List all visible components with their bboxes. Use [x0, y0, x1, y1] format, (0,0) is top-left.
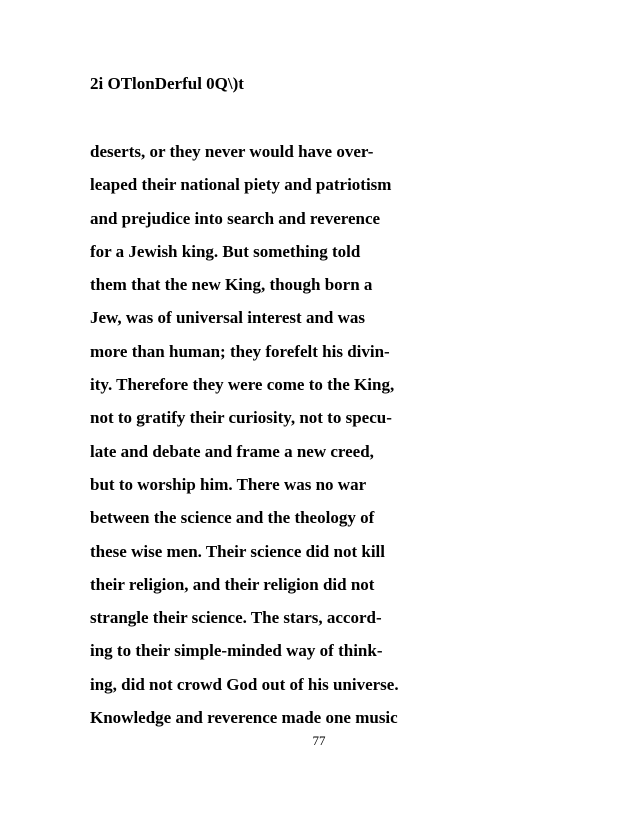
text-line: not to gratify their curiosity, not to specu- — [90, 408, 392, 428]
page-number: 77 — [312, 733, 326, 748]
text-line: for a Jewish king. But something told — [90, 241, 361, 261]
running-head: 2i OTlonDerful 0Q\)t — [90, 74, 244, 93]
text-line: their religion, and their religion did not — [90, 574, 375, 594]
text-line: leaped their national piety and patriotism — [90, 175, 392, 195]
text-line: between the science and the theology of — [90, 508, 375, 528]
text-line: more than human; they forefelt his divin- — [90, 341, 390, 361]
body-text — [90, 142, 530, 741]
text-line: ing, did not crowd God out of his universe. — [90, 674, 399, 694]
text-line: and prejudice into search and reverence — [90, 208, 381, 228]
text-line: them that the new King, though born a — [90, 275, 373, 295]
text-line: strangle their science. The stars, accord- — [90, 608, 382, 628]
text-line: late and debate and frame a new creed, — [90, 441, 374, 461]
text-line: but to worship him. There was no war — [90, 474, 367, 494]
text-line: ity. Therefore they were come to the King, — [90, 375, 395, 395]
text-line: Knowledge and reverence made one music — [90, 708, 398, 728]
text-line: Jew, was of universal interest and was — [90, 308, 365, 328]
text-line: these wise men. Their science did not kill — [90, 541, 385, 561]
text-line: deserts, or they never would have over- — [90, 142, 374, 161]
text-line: ing to their simple-minded way of think- — [90, 641, 383, 661]
